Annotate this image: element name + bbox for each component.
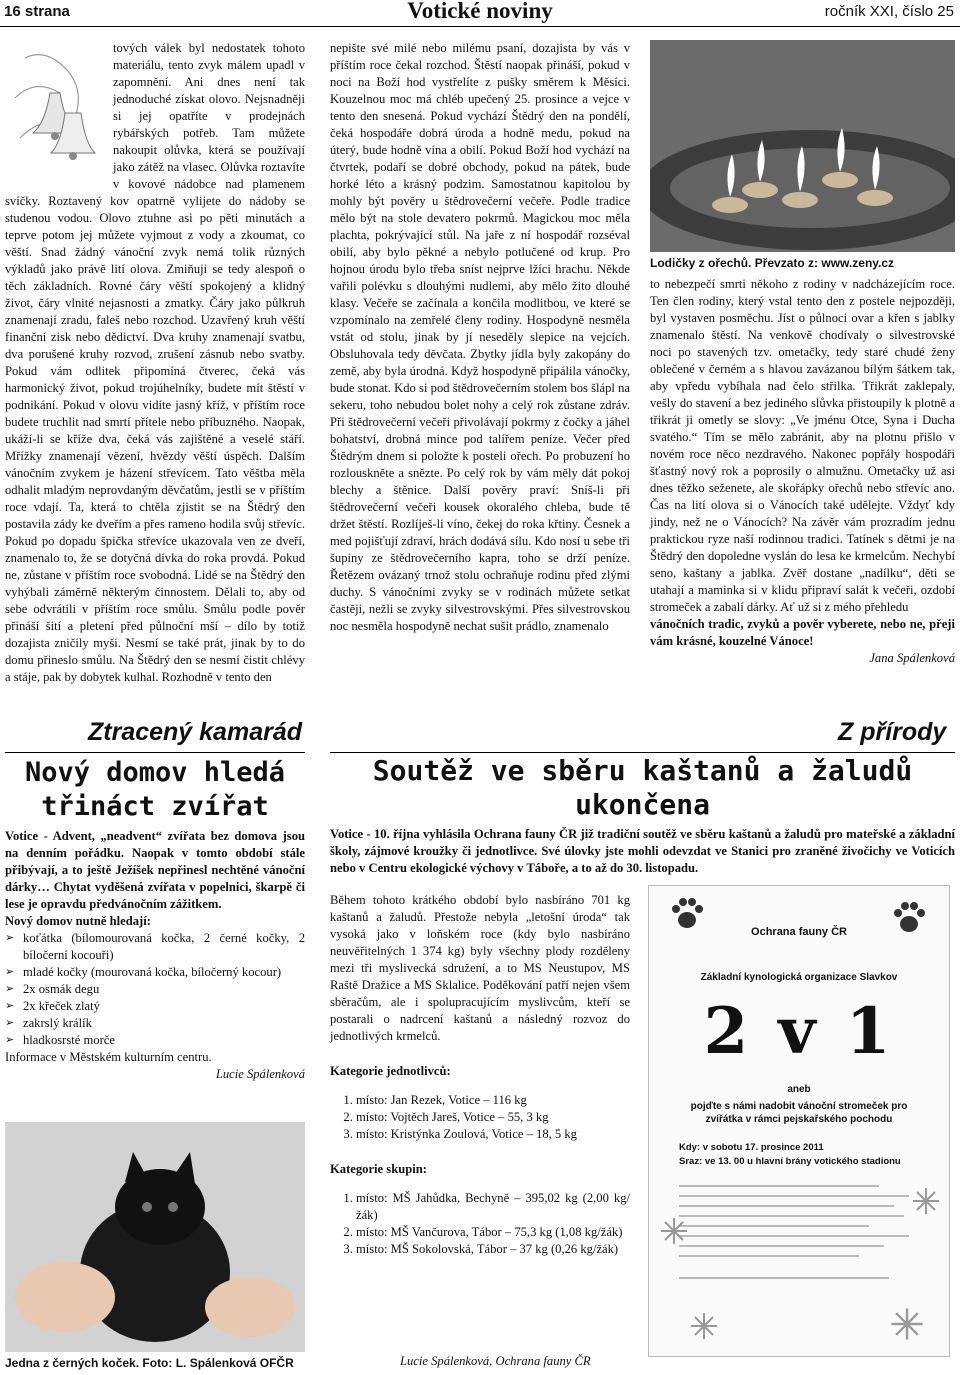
left-article-body <box>5 828 305 1083</box>
list-item: ➢ mladé kočky (mourovaná kočka, bíločerný kocour) <box>5 964 305 981</box>
snowflake-icon <box>689 1311 719 1346</box>
poster-org2: Základní kynologická organizace Slavkov <box>700 972 898 983</box>
list-item: ➢ 2x křeček zlatý <box>5 998 305 1015</box>
newspaper-title: Votické noviny <box>407 0 553 23</box>
list-item: 1. místo: MŠ Jahůdka, Bechyně – 395,02 kg (2,00 kg/žák) <box>356 1190 630 1224</box>
walnut-boats-photo <box>650 40 955 252</box>
cat2-list <box>330 1190 630 1258</box>
cat2-title: Kategorie skupin: <box>330 1162 427 1176</box>
cat1-list <box>330 1092 630 1143</box>
black-cat-photo <box>5 1122 305 1352</box>
col1-text <box>5 40 305 710</box>
cat-photo-caption: Jedna z černých koček. Foto: L. Spálenková OFČR <box>5 1356 294 1370</box>
section-lost-friend: Ztracený kamarád <box>88 718 303 746</box>
poster-line1: aneb <box>787 1084 811 1095</box>
page-header <box>0 0 960 27</box>
page-number: 16 strana <box>4 3 70 20</box>
col3-text <box>650 276 955 667</box>
right-article-lead: Votice - 10. října vyhlásila Ochrana fauny ČR již tradiční soutěž ve sběru kaštanů a žaludů pro mateřské a základní školy, zájmové kroužky či jednotlivce. Své úlovky jste mohli odevzdat ve Stanici pro zraněné živočichy ve Voticích nebo v Centru ekologické výchovy v Táboře, a to až do 30. listopadu. <box>330 827 955 875</box>
right-body-paragraph: Během tohoto krátkého období bylo nasbíráno 701 kg kaštanů a žaludů. Přestože nebyla „letošní úroda“ tak vysoká jako v loňském roce (kdy bylo nasbíráno neuvěřitelných 1 374 kg) byly všechny plody rozděleny mezi tři myslivecká sdružení, a to MS Neustupov, MS Raště Dražice a MS Sklalice. Poděkování patří nejen všem sběračům, ale i spolupracujícím myslivcům, kteří se postarali o nadrcení kaštanů a následný rozvoz do jednotlivých krmelců. <box>330 893 630 1043</box>
col2-text <box>330 40 630 720</box>
poster-big-text: 2 v 1 <box>703 994 895 1069</box>
list-title: Nový domov nutně hledají: <box>5 914 151 928</box>
right-article-body <box>330 892 630 1258</box>
animals-list <box>5 930 305 1049</box>
poster-date1: Kdy: v sobotu 17. prosince 2011 <box>679 1142 824 1153</box>
poster-fine-print <box>679 1178 919 1288</box>
poster-date2: Sraz: ve 13. 00 u hlavní brány votického stadionu <box>679 1156 901 1167</box>
info-line: Informace v Městském kulturním centru. <box>5 1050 212 1064</box>
list-item: ➢ zakrslý králík <box>5 1015 305 1032</box>
list-item: 2. místo: Vojtěch Jareš, Votice – 55, 3 kg <box>356 1109 630 1126</box>
col3-paragraph: to nebezpečí smrti někoho z rodiny v nadcházejícím roce. Ten člen rodiny, který vstal tento den z postele nejpozději, byl vystaven posměchu. Jíst o půlnoci ovar a křen s jablky znamenalo štěstí. Na venkově chodívaly o silvestrovské noci po stavených tzv. ometačky, tedy staré chudé ženy oblečené v černém a s hlavou zavázanou bílým šátkem tak, aby vpředu vybíhala nad čelo střilka. Třikrát zaklepaly, vešly do stavení a bez jediného slůvka přistoupily k plotně a třikrát ji ometly se slovy: „Ve jménu Otce, Syna i Ducha svatého.“ Tím se mělo zabránit, aby na plotnu přišlo v novém roce něco nezdravého. Nakonec popřály hospodáři šťastný nový rok a poprosily o almužnu. Ometačky už asi dnes těžko seženete, ale skořápky ořechů nebo střevíc ano. Čas na lití olova si o Vánocích také udělejte. Vždyť kdy jindy, než ne o Vánocích? Na závěr vám prozradím jednu praktickou ryze naší rodinnou tradici. Tatínek s dětmi je na Štědrý den dopoledne vyslán do lesa ke krmelcům. Nechybí seno, kaštany a jablka. Zvěř dostane „nadílku“, děti se utahají a maminka si v klidu připraví salát k večeři, ozdobí stromeček a zabalí dárky. Ať už si z mého přehledu <box>650 277 955 614</box>
event-poster <box>648 885 950 1357</box>
left-article-lead: Votice - Advent, „neadvent“ zvířata bez domova jsou na denním pořádku. Naopak v tomto období stále přibývají, a to ještě Ježíšek nepřinesl nechtěné vánoční dárky… Chytat vyděšená zvířata v popelnici, škarpě či lese je opravdu předvánočním zážitkem. <box>5 829 305 911</box>
left-article-title: Nový domov hledá třináct zvířat <box>24 757 286 822</box>
right-author: Lucie Spálenková, Ochrana fauny ČR <box>400 1354 591 1368</box>
left-author: Lucie Spálenková <box>215 1067 305 1081</box>
left-section-rule <box>5 752 305 753</box>
snowflake-icon <box>889 1306 925 1347</box>
snowflake-icon <box>911 1186 941 1221</box>
col1-paragraph: tových válek byl nedostatek tohoto materiálu, tento zvyk málem upadl v zapomnění. Ani dnes není tak jednoduché získat olovo. Nejsnadněji si jej opatříte v prodejnách rybářských potřeb. Tam můžete nakoupit olůvka, která se používají jako zátěž na vlasec. Olůvka roztavíte v kovové nádobce nad plamenem svíčky. Roztavený kov opatrně vylijete do nádoby se studenou vodou. Olovo ztuhne asi po pěti minutách a teprve potom jej můžete vyjmout z vody a zkoumat, co věští. Snad žádný vánoční zvyk nemá tolik různých výkladů jako právě lití olova. Zmiňuji se tedy alespoň o těch základních. Rovné čáry věští spokojený a klidný život, čáry vlnité nejasnosti a zmatky. Čáry jako půlkruh znamenají zradu, faleš nebo rozchod. Uzavřený kruh věští finanční zisk nebo dědictví. Dva kruhy znamenají svatbu, dva porušené kruhy rozvod, zrušení zásnub nebo svatby. Pokud vám odlitek připomíná čtverec, čeká vás harmonický život, pokud trojúhelníky, budete mít štěstí v podnikání. Pokud v olovu vidíte jasný kříž, v příštím roce budete truchlit nad smrtí přítele nebo příbuzného. Naopak, ukáží-li se kříže dva, čeká vás zajištěné a veselé stáří. Mřížky znamenají vězení, hvězdy věští úspěch. Dalším vánočním zvykem je házení střevícem. Tato věštba měla odhalit mladým neprovdaným děvčatům, jestli se v příštím roce vdají. Ta, která to chtěla zjistit se na Štědrý den postavila zády ke dveřím a přes rameno hodila svůj střevíc. Pokud po dopadu špička střevíce ukazovala ven ze dveří, znamenalo to, že se dotyčná dívka do roka provdá. Pokud ne, zůstane v příštím roce svobodná. Lidé se na Štědrý den vyhýbali záměrně některým činnostem. Dělali to, aby od sebe odvrátili v příštím roce smůlu. Smůlu podle pověr přináší šití a pletení před půlnoční mší – dílo by totiž dozajista zničily myši. Nesmí se také prát, jinak by to do domu přineslo smůlu. Na Štědrý den se nesmí čistit chlévy a stáje, pak by dobytek kulhal. Rozhodně v tento den <box>5 41 305 684</box>
snowflake-icon <box>659 1216 689 1251</box>
col3-paragraph-bold: vánočních tradic, zvyků a pověr vyberete, nebo ne, přeji vám krásné, kouzelné Vánoce! <box>650 617 955 648</box>
section-nature: Z přírody <box>838 718 947 746</box>
list-item: 1. místo: Jan Rezek, Votice – 116 kg <box>356 1092 630 1109</box>
col3-author: Jana Spálenková <box>869 651 955 665</box>
walnut-caption: Lodičky z ořechů. Převzato z: www.zeny.cz <box>650 256 895 270</box>
list-item: 2. místo: MŠ Vančurova, Tábor – 75,3 kg (1,08 kg/žák) <box>356 1224 630 1241</box>
cat1-title: Kategorie jednotlivců: <box>330 1064 451 1078</box>
poster-line2: pojďte s námi nadobit vánoční stromeček pro zvířátka v rámci pejskařského pochodu <box>690 1101 908 1125</box>
poster-org: Ochrana fauny ČR <box>751 926 847 938</box>
right-section-rule <box>330 752 955 753</box>
list-item: 3. místo: MŠ Sokolovská, Tábor – 37 kg (0,26 kg/žák) <box>356 1241 630 1258</box>
list-item: 3. místo: Kristýnka Zoulová, Votice – 18, 5 kg <box>356 1126 630 1143</box>
col2-paragraph: nepište své milé nebo milému psaní, dozajista by vás v příštím roce čekal rozchod. Štěstí naopak přináší, pokud v noci na Boží hod vystřelíte z pušky směrem k Měsíci. Kouzelnou moc má chléb upečený 25. prosince a vejce v tento den snesená. Pokud vychází Štědrý den na pondělí, čeká hospodáře dobrá úroda a hodně medu, pokud na úterý, bude hodně vína a obilí. Pokud Boží hod vychází na čtvrtek, podaří se dobré obchody, pokud na pátek, bude horké léto a krásný podzim. Samostatnou kapitolou by mohly být pověry u štědrovečerní večeře. Podle tradice mělo být na stole devatero pokrmů. Magickou moc měla plachta, pokrývající stůl. Na jaře z ní hospodář rozséval obilí, aby bylo pěkné a nebylo potlučené od krup. Pro hojnou úrodu bylo třeba sníst nejprve lžíci hrachu. Někde vařili polévku s dlouhými nudlemi, aby mělo žito dlouhé klasy. Večeře se začínala a končila modlitbou, ve které se vzpomínalo na zemřelé členy rodiny. Hospodyně nesměla vstát od stolu, jinak by jí neseděly slepice na vejcích. Obsluhovala tedy děvčata. Zbytky jídla byly zakopány do země, aby byla úrodná. Když hospodyně připálila vánočky, bude stonat. Kdo si pod štědrovečerním stolem bos šlápl na sekeru, toho nebudou bolet nohy a celý rok zůstane zdráv. Při štědrovečerní večeři přivolávají pokrmy z čočky a jáhel bohatství, drobná mince pod talířem peníze. Večer před Štědrým dnem si položte k posteli ořech. Po probuzení ho rozlouskněte a snězte. Po celý rok by vám měly dát pokoj blechy a štěnice. Další pověry praví: Sníš-li při štědrovečerní večeři kousek okoralého chleba, bude tě držet štěstí. Rozlíješ-li víno, čekej do roka křtiny. Česnek a med pojišťují zdraví, hrách dodává sílu. Kdo nosí u sebe tři šupiny ze štědrovečerního kapra, toho se drží peníze. Řetězem ovázaný trnož stolu ochraňuje rodinu před zlými duchy. S vánočními zvyky se v rodinách můžete setkat častěji, nežli se zvyky silvestrovskými. Přes silvestrovskou noc nesměla hospodyně nechat sušit prádlo, znamenalo <box>330 41 630 633</box>
list-item: ➢ hladkosrsté morče <box>5 1032 305 1049</box>
issue-info: ročník XXI, číslo 25 <box>824 3 954 20</box>
right-article-title: Soutěž ve sběru kaštanů a žaludů ukončena <box>372 754 913 821</box>
list-item: ➢ 2x osmák degu <box>5 981 305 998</box>
list-item: ➢ koťátka (bílomourovaná kočka, 2 černé kočky, 2 bíločerní kocouři) <box>5 930 305 964</box>
